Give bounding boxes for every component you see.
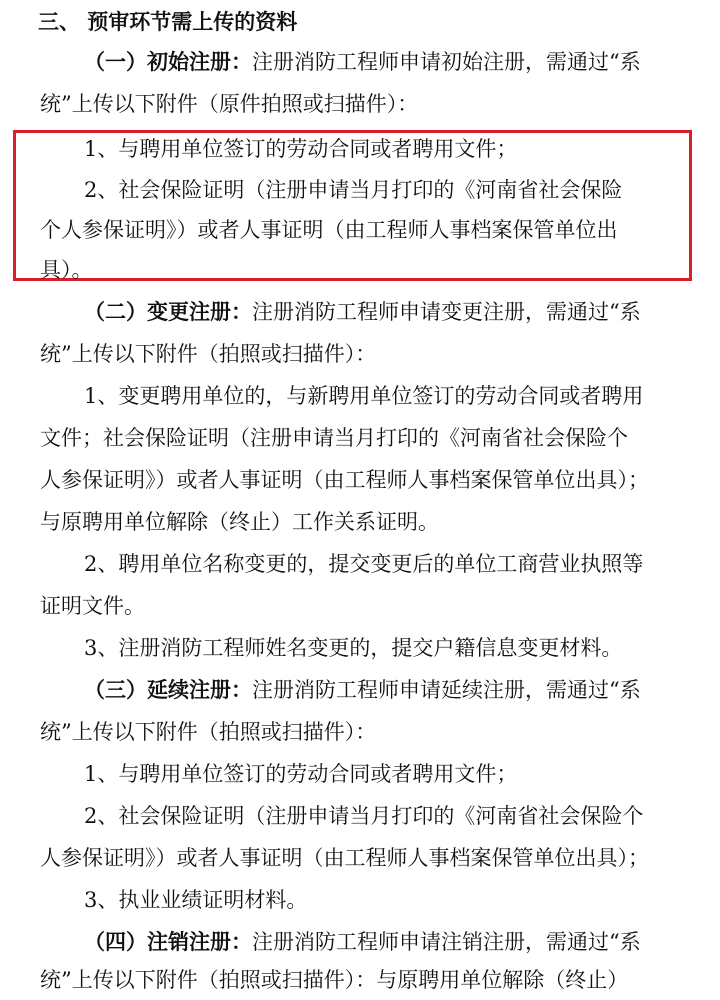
change-item-1-line-2 — [0, 418, 720, 458]
cancel-label: （四）注销注册： — [84, 929, 252, 954]
change-item-1-line-3 — [0, 460, 720, 500]
initial-intro-line-1 — [0, 42, 720, 82]
change-item-3 — [0, 628, 720, 668]
renewal-intro-line-1 — [0, 670, 720, 710]
renewal-item-2-line-2 — [0, 838, 720, 878]
change-item-2-text-1: 2、聘用单位名称变更的，提交变更后的单位工商营业执照等 — [84, 552, 644, 576]
initial-item-2-text-3: 具）。 — [40, 258, 93, 282]
change-intro-line-2 — [0, 334, 720, 374]
change-item-1-text-1: 1、变更聘用单位的，与新聘用单位签订的劳动合同或者聘用 — [84, 384, 644, 408]
cancel-intro-text-1: 注册消防工程师申请注销注册，需通过“系 — [252, 930, 641, 954]
cancel-intro-line-2 — [0, 960, 720, 1000]
renewal-intro-line-2 — [0, 712, 720, 752]
renewal-item-1-text: 1、与聘用单位签订的劳动合同或者聘用文件； — [84, 762, 518, 786]
initial-item-2-text-1: 2、社会保险证明（注册申请当月打印的《河南省社会保险 — [84, 178, 623, 202]
section-title-text: 三、 预审环节需上传的资料 — [38, 10, 298, 34]
initial-label: （一）初始注册： — [84, 49, 252, 74]
initial-item-1 — [0, 129, 720, 169]
renewal-item-2-text-1: 2、社会保险证明（注册申请当月打印的《河南省社会保险个 — [84, 804, 644, 828]
change-item-1-line-1 — [0, 376, 720, 416]
change-label: （二）变更注册： — [84, 299, 252, 324]
change-intro-line-1 — [0, 292, 720, 332]
change-intro-text-2: 统”上传以下附件（拍照或扫描件）： — [40, 342, 377, 366]
change-item-1-text-4: 与原聘用单位解除（终止）工作关系证明。 — [40, 510, 439, 534]
initial-item-2-text-2: 个人参保证明》）或者人事证明（由工程师人事档案保管单位出 — [40, 218, 618, 242]
renewal-intro-text-2: 统”上传以下附件（拍照或扫描件）： — [40, 720, 377, 744]
initial-item-2-line-1 — [0, 170, 720, 210]
renewal-item-3-text: 3、执业业绩证明材料。 — [84, 888, 308, 912]
cancel-intro-line-1 — [0, 922, 720, 962]
renewal-item-1 — [0, 754, 720, 794]
renewal-intro-text-1: 注册消防工程师申请延续注册，需通过“系 — [252, 678, 641, 702]
change-item-2-text-2: 证明文件。 — [40, 594, 145, 618]
initial-intro-text-1: 注册消防工程师申请初始注册，需通过“系 — [252, 50, 641, 74]
change-item-1-text-3: 人参保证明》）或者人事证明（由工程师人事档案保管单位出具）； — [40, 468, 649, 492]
initial-item-2-line-3 — [0, 250, 720, 290]
change-item-3-text: 3、注册消防工程师姓名变更的，提交户籍信息变更材料。 — [84, 636, 623, 660]
change-item-2-line-2 — [0, 586, 720, 626]
change-item-2-line-1 — [0, 544, 720, 584]
change-intro-text-1: 注册消防工程师申请变更注册，需通过“系 — [252, 300, 641, 324]
initial-intro-line-2 — [0, 84, 720, 124]
renewal-item-3 — [0, 880, 720, 920]
renewal-item-2-text-2: 人参保证明》）或者人事证明（由工程师人事档案保管单位出具）； — [40, 846, 649, 870]
initial-item-1-text: 1、与聘用单位签订的劳动合同或者聘用文件； — [84, 137, 518, 161]
initial-intro-text-2: 统”上传以下附件（原件拍照或扫描件）： — [40, 92, 419, 116]
change-item-1-text-2: 文件；社会保险证明（注册申请当月打印的《河南省社会保险个 — [40, 426, 628, 450]
cancel-intro-text-2: 统”上传以下附件（拍照或扫描件）：与原聘用单位解除（终止） — [40, 968, 629, 992]
renewal-item-2-line-1 — [0, 796, 720, 836]
renewal-label: （三）延续注册： — [84, 677, 252, 702]
initial-item-2-line-2 — [0, 210, 720, 250]
change-item-1-line-4 — [0, 502, 720, 542]
section-title — [38, 2, 720, 42]
